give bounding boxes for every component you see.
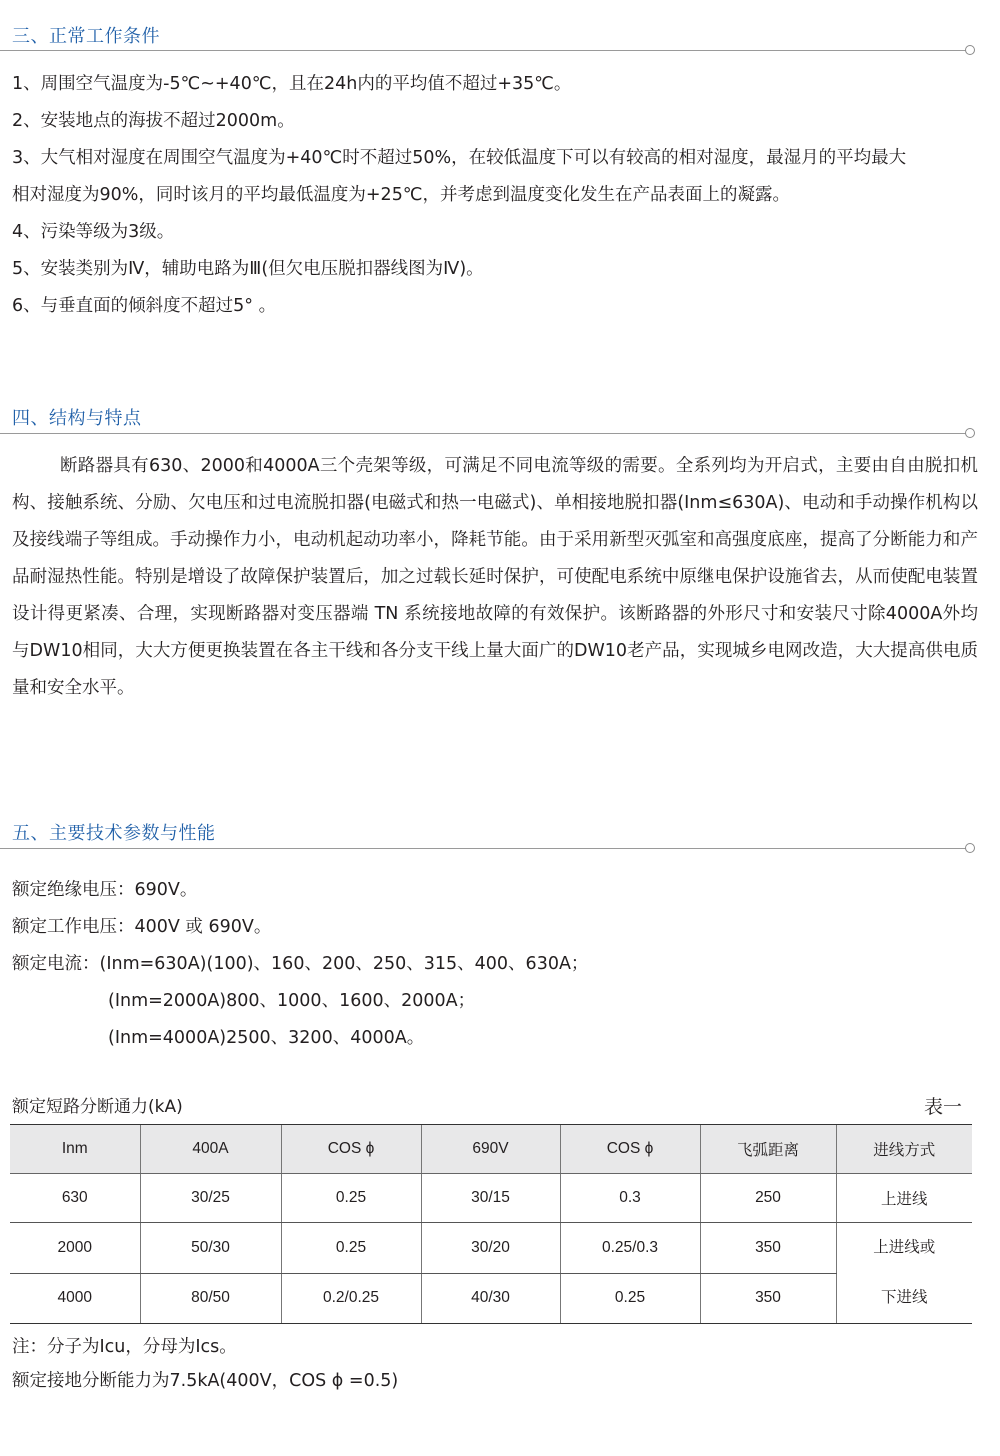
header-cell: 690V xyxy=(421,1125,560,1174)
parameter-item: (Inm=2000A)800、1000、1600、2000A； xyxy=(108,991,476,1011)
table-cell: 0.25 xyxy=(281,1223,421,1274)
table-cell: 0.25/0.3 xyxy=(560,1223,700,1274)
rule-end-dot xyxy=(965,45,975,55)
table-cell: 350 xyxy=(700,1223,836,1274)
table-cell: 2000 xyxy=(10,1223,140,1274)
condition-item: 相对湿度为90%，同时该月的平均最低温度为+25℃，并考虑到温度变化发生在产品表面上的凝露。 xyxy=(12,185,790,205)
table-cell: 30/15 xyxy=(421,1174,560,1223)
header-cell: 400A xyxy=(140,1125,281,1174)
table-cell: 上进线 xyxy=(836,1174,972,1223)
table-cell: 0.3 xyxy=(560,1174,700,1223)
table-cell: 30/20 xyxy=(421,1223,560,1274)
table-cell: 0.25 xyxy=(281,1174,421,1223)
table-cell: 250 xyxy=(700,1174,836,1223)
condition-item: 4、污染等级为3级。 xyxy=(12,222,175,242)
table-cell: 30/25 xyxy=(140,1174,281,1223)
table-header-row xyxy=(10,1125,972,1174)
entry-method-line: 上进线或 xyxy=(873,1239,936,1256)
table-caption: 额定短路分断通力(kA) xyxy=(12,1097,183,1117)
breaking-capacity-table xyxy=(10,1124,972,1324)
condition-item: 1、周围空气温度为-5℃~+40℃，且在24h内的平均值不超过+35℃。 xyxy=(12,74,572,94)
table-note: 注：分子为Icu，分母为Ics。 xyxy=(12,1337,237,1357)
header-cell: COS ϕ xyxy=(560,1125,700,1174)
table-cell: 50/30 xyxy=(140,1223,281,1274)
rule-end-dot xyxy=(965,843,975,853)
parameter-item: 额定工作电压：400V 或 690V。 xyxy=(12,917,272,937)
parameter-item: 额定电流：(Inm=630A)(100)、160、200、250、315、400、630A； xyxy=(12,954,589,974)
table-cell: 0.25 xyxy=(560,1273,700,1324)
table-cell-entry-method xyxy=(836,1223,972,1324)
table-cell: 630 xyxy=(10,1174,140,1223)
section-title-structure: 四、结构与特点 xyxy=(12,408,142,429)
condition-item: 5、安装类别为Ⅳ，辅助电路为Ⅲ(但欠电压脱扣器线图为Ⅳ)。 xyxy=(12,259,484,279)
condition-item: 2、安装地点的海拔不超过2000m。 xyxy=(12,111,295,131)
parameter-item: 额定绝缘电压：690V。 xyxy=(12,880,198,900)
header-cell: COS ϕ xyxy=(281,1125,421,1174)
table-row xyxy=(10,1223,972,1274)
condition-item: 3、大气相对湿度在周围空气温度为+40℃时不超过50%，在较低温度下可以有较高的相对湿度，最湿月的平均最大 xyxy=(12,148,907,168)
table-label: 表一 xyxy=(924,1096,963,1118)
header-cell: Inm xyxy=(10,1125,140,1174)
parameter-item: (Inm=4000A)2500、3200、4000A。 xyxy=(108,1028,425,1048)
header-cell: 进线方式 xyxy=(836,1125,972,1174)
structure-paragraph: 断路器具有630、2000和4000A三个壳架等级，可满足不同电流等级的需要。全系列均为开启式，主要由自由脱扣机构、接触系统、分励、欠电压和过电流脱扣器(电磁式和热一电磁式)、单相接地脱扣器(Inm≤630A)、电动和手动操作机构以及接线端子等组成。手动操作力小，电动机起动功率小，降耗节能。由于采用新型灭弧室和高强度底座，提高了分断能力和产品耐湿热性能。特别是增设了故障保护装置后，加之过载长延时保护，可使配电系统中原继电保护设施省去，从而使配电装置设计得更紧凑、合理，实现断路器对变压器端 TN 系统接地故障的有效保护。该断路器的外形尺寸和安装尺寸除4000A外均与DW10相同，大大方便更换装置在各主干线和各分支干线上量大面广的DW10老产品，实现城乡电网改造，大大提高供电质量和安全水平。 xyxy=(12,456,978,698)
table-cell: 80/50 xyxy=(140,1273,281,1324)
section-title-parameters: 五、主要技术参数与性能 xyxy=(12,823,216,844)
section-rule xyxy=(0,50,966,51)
section-rule xyxy=(0,848,966,849)
header-cell: 飞弧距离 xyxy=(700,1125,836,1174)
condition-item: 6、与垂直面的倾斜度不超过5° 。 xyxy=(12,296,277,316)
ground-breaking-note: 额定接地分断能力为7.5kA(400V，COS ϕ =0.5) xyxy=(12,1371,399,1391)
rule-end-dot xyxy=(965,428,975,438)
section-title-conditions: 三、正常工作条件 xyxy=(12,26,160,47)
table-cell: 40/30 xyxy=(421,1273,560,1324)
table-cell: 350 xyxy=(700,1273,836,1324)
entry-method-line: 下进线 xyxy=(880,1289,928,1306)
table-row xyxy=(10,1174,972,1223)
table-cell: 0.2/0.25 xyxy=(281,1273,421,1324)
table-cell: 4000 xyxy=(10,1273,140,1324)
section-rule xyxy=(0,433,966,434)
table-row xyxy=(10,1273,972,1324)
